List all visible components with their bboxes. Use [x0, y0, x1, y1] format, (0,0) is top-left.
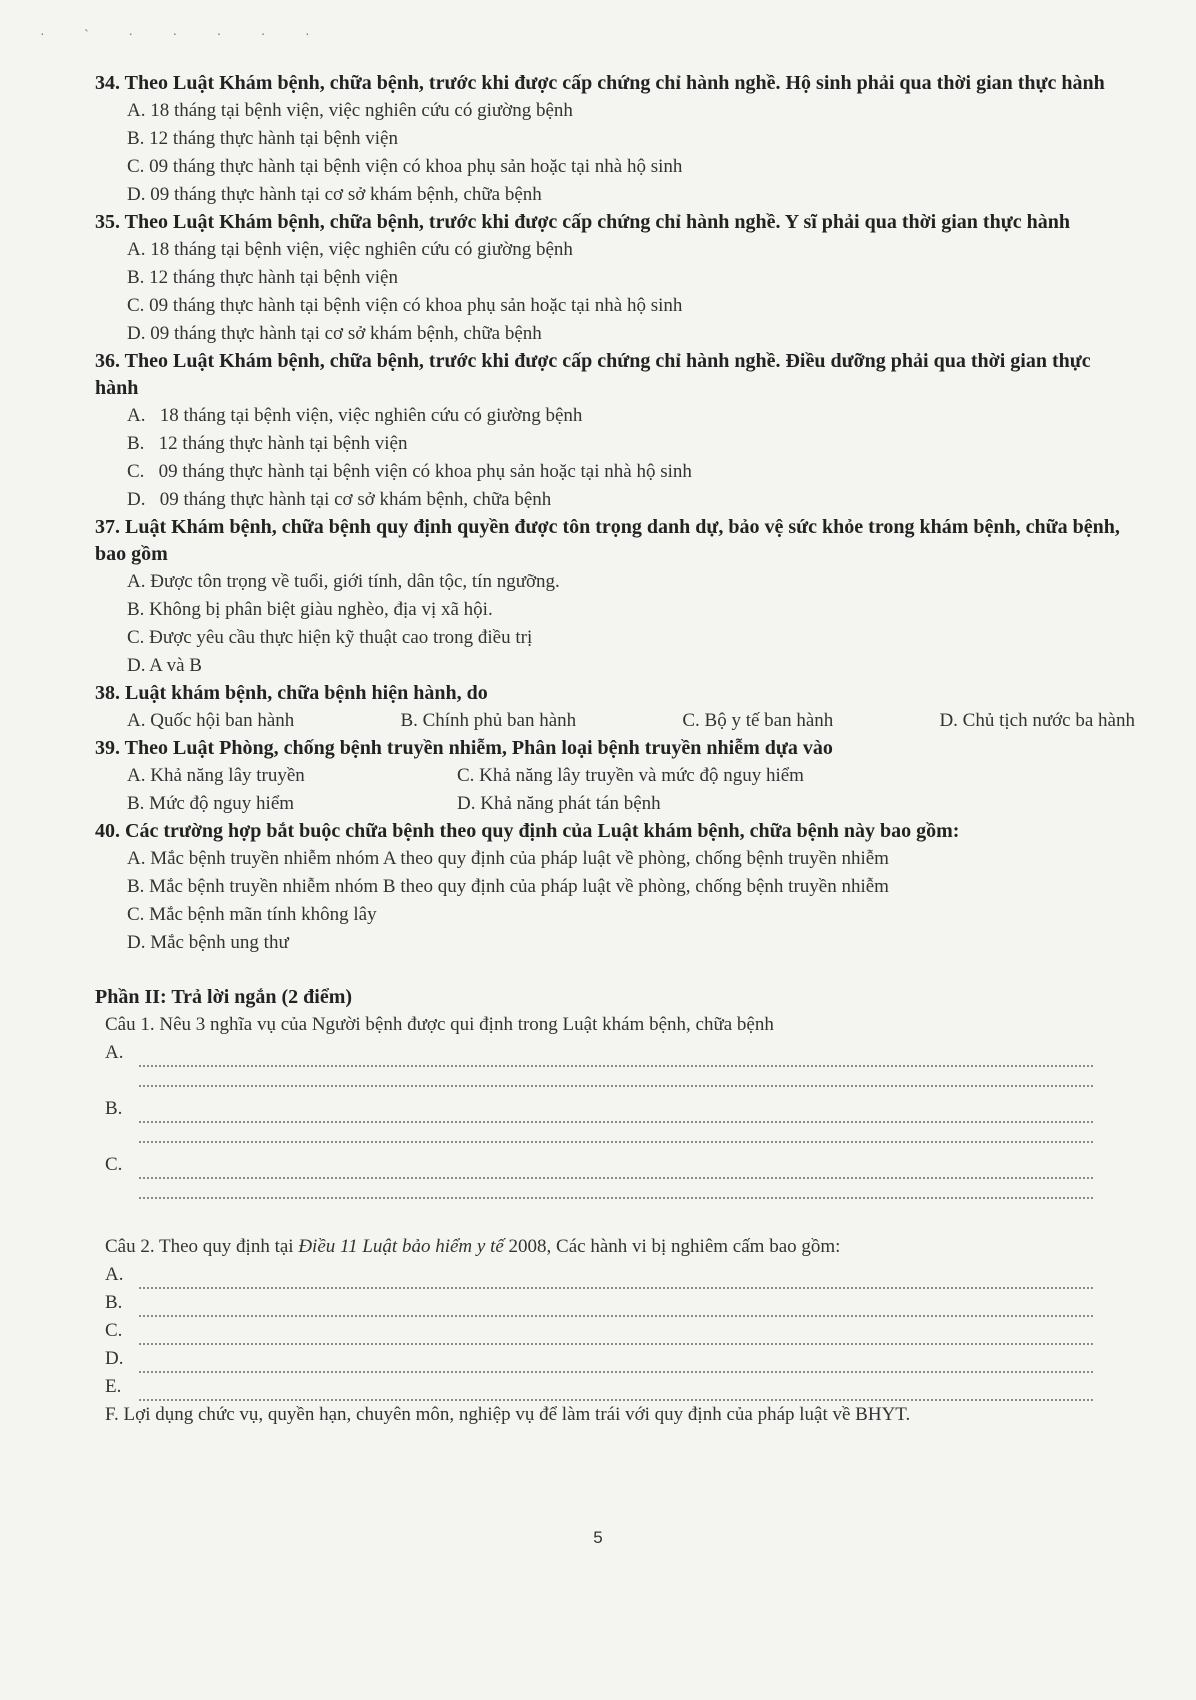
option: B. Không bị phân biệt giàu nghèo, địa vị xã hội.	[127, 599, 493, 620]
answer-label: A.	[105, 1264, 124, 1285]
dotted-line	[139, 1269, 1093, 1289]
answer-label: B.	[105, 1098, 123, 1119]
question-40: 40. Các trường hợp bắt buộc chữa bệnh theo quy định của Luật khám bệnh, chữa bệnh này bao gồm:	[95, 820, 960, 842]
cau-2-prompt-start: Câu 2. Theo quy định tại	[105, 1236, 299, 1257]
answer-label: C.	[105, 1320, 123, 1341]
question-36: 36. Theo Luật Khám bệnh, chữa bệnh, trước khi được cấp chứng chỉ hành nghề. Điều dưỡng phải qua thời gian thực hành	[95, 350, 1091, 399]
option: A. Khả năng lây truyền	[127, 765, 305, 786]
option: C. Bộ y tế ban hành	[682, 710, 834, 731]
option: B. 12 tháng thực hành tại bệnh viện	[127, 267, 398, 288]
question-35: 35. Theo Luật Khám bệnh, chữa bệnh, trước khi được cấp chứng chỉ hành nghề. Y sĩ phải qua thời gian thực hành	[95, 211, 1070, 233]
scan-specks: · ` · · · · ·	[40, 28, 328, 43]
cau-2-law-reference: Điều 11 Luật bảo hiểm y tế	[298, 1236, 504, 1257]
question-39-options	[127, 762, 1135, 818]
dotted-line	[139, 1179, 1093, 1199]
dotted-line	[139, 1103, 1093, 1123]
option: D. Mắc bệnh ung thư	[127, 932, 289, 953]
dotted-line	[139, 1353, 1093, 1373]
option: D. Chủ tịch nước ba hành	[939, 710, 1135, 731]
dotted-line	[139, 1123, 1093, 1143]
dotted-line	[139, 1381, 1093, 1401]
option: A. 18 tháng tại bệnh viện, việc nghiên cứu có giường bệnh	[127, 239, 573, 260]
answer-line[interactable]	[105, 1345, 1135, 1373]
option: B. 12 tháng thực hành tại bệnh viện	[127, 433, 408, 454]
answer-label: C.	[105, 1154, 123, 1175]
content	[95, 70, 1135, 1429]
question-37: 37. Luật Khám bệnh, chữa bệnh quy định quyền được tôn trọng danh dự, bảo vệ sức khỏe trong khám bệnh, chữa bệnh, bao gồm	[95, 516, 1120, 565]
answer-line-continued[interactable]	[139, 1179, 1135, 1207]
dotted-line	[139, 1297, 1093, 1317]
option: C. 09 tháng thực hành tại bệnh viện có khoa phụ sản hoặc tại nhà hộ sinh	[127, 156, 683, 177]
option: C. 09 tháng thực hành tại bệnh viện có khoa phụ sản hoặc tại nhà hộ sinh	[127, 295, 683, 316]
option: A. 18 tháng tại bệnh viện, việc nghiên cứu có giường bệnh	[127, 100, 573, 121]
cau-2-prompt-end: 2008, Các hành vi bị nghiêm cấm bao gồm:	[503, 1236, 841, 1257]
option: A. Quốc hội ban hành	[127, 710, 295, 731]
dotted-line	[139, 1047, 1093, 1067]
cau-1-prompt: Câu 1. Nêu 3 nghĩa vụ của Người bệnh được qui định trong Luật khám bệnh, chữa bệnh	[105, 1014, 774, 1035]
option: D. 09 tháng thực hành tại cơ sở khám bệnh, chữa bệnh	[127, 489, 552, 510]
answer-label: E.	[105, 1376, 122, 1397]
question-39: 39. Theo Luật Phòng, chống bệnh truyền nhiễm, Phân loại bệnh truyền nhiễm dựa vào	[95, 737, 833, 759]
option: B. 12 tháng thực hành tại bệnh viện	[127, 128, 398, 149]
answer-line[interactable]	[105, 1289, 1135, 1317]
option: B. Chính phủ ban hành	[400, 710, 577, 731]
answer-line[interactable]	[105, 1151, 1135, 1179]
cau-2-item-f: F. Lợi dụng chức vụ, quyền hạn, chuyên môn, nghiệp vụ để làm trái với quy định của pháp luật về BHYT.	[105, 1404, 911, 1425]
option: B. Mắc bệnh truyền nhiễm nhóm B theo quy định của pháp luật về phòng, chống bệnh truyền nhiễm	[127, 876, 889, 897]
answer-line-continued[interactable]	[139, 1067, 1135, 1095]
answer-line[interactable]	[105, 1095, 1135, 1123]
option: D. Khả năng phát tán bệnh	[457, 793, 661, 814]
option: D. 09 tháng thực hành tại cơ sở khám bệnh, chữa bệnh	[127, 323, 542, 344]
answer-line[interactable]	[105, 1261, 1135, 1289]
part-2-title: Phần II: Trả lời ngắn (2 điểm)	[95, 986, 353, 1008]
option: C. Được yêu cầu thực hiện kỹ thuật cao trong điều trị	[127, 627, 533, 648]
question-38-options	[127, 707, 1135, 735]
option: B. Mức độ nguy hiểm	[127, 793, 295, 814]
cau-2-prompt	[105, 1233, 1135, 1261]
option: C. Khả năng lây truyền và mức độ nguy hiểm	[457, 765, 804, 786]
answer-label: D.	[105, 1348, 124, 1369]
option: A. Mắc bệnh truyền nhiễm nhóm A theo quy định của pháp luật về phòng, chống bệnh truyền nhiễm	[127, 848, 889, 869]
answer-line[interactable]	[105, 1039, 1135, 1067]
option: A. Được tôn trọng về tuổi, giới tính, dân tộc, tín ngưỡng.	[127, 571, 560, 592]
answer-line[interactable]	[105, 1317, 1135, 1345]
dotted-line	[139, 1159, 1093, 1179]
answer-line[interactable]	[105, 1373, 1135, 1401]
dotted-line	[139, 1067, 1093, 1087]
option: D. A và B	[127, 655, 202, 676]
option: C. 09 tháng thực hành tại bệnh viện có khoa phụ sản hoặc tại nhà hộ sinh	[127, 461, 692, 482]
page-number: 5	[593, 1528, 603, 1547]
question-34: 34. Theo Luật Khám bệnh, chữa bệnh, trước khi được cấp chứng chỉ hành nghề. Hộ sinh phải qua thời gian thực hành	[95, 72, 1105, 94]
answer-label: A.	[105, 1042, 124, 1063]
answer-line-continued[interactable]	[139, 1123, 1135, 1151]
option: D. 09 tháng thực hành tại cơ sở khám bệnh, chữa bệnh	[127, 184, 542, 205]
option: C. Mắc bệnh mãn tính không lây	[127, 904, 377, 925]
answer-label: B.	[105, 1292, 123, 1313]
dotted-line	[139, 1325, 1093, 1345]
question-38: 38. Luật khám bệnh, chữa bệnh hiện hành, do	[95, 682, 488, 704]
option: A. 18 tháng tại bệnh viện, việc nghiên cứu có giường bệnh	[127, 405, 583, 426]
